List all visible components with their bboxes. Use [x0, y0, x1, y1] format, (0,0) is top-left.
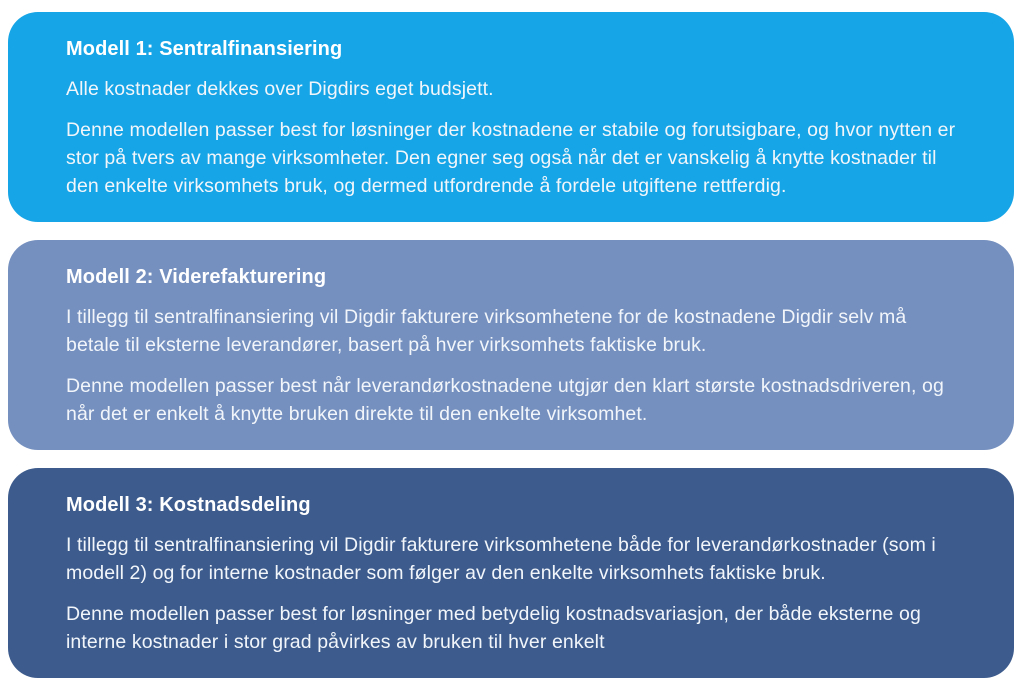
- card-modell-3: [8, 468, 1014, 678]
- card-modell-2-paragraph-1: I tillegg til sentralfinansiering vil Digdir fakturere virksomhetene for de kostnadene Digdir selv må betale til eksterne leverandører, basert på hver virksomhets faktiske bruk.: [66, 306, 907, 356]
- card-modell-1-title: Modell 1: Sentralfinansiering: [66, 38, 343, 60]
- card-modell-2-title: Modell 2: Viderefakturering: [66, 266, 327, 288]
- card-modell-1-paragraph-1: Alle kostnader dekkes over Digdirs eget budsjett.: [66, 78, 494, 100]
- card-modell-2: [8, 240, 1014, 450]
- card-modell-3-paragraph-2: Denne modellen passer best for løsninger med betydelig kostnadsvariasjon, der både eksterne og interne kostnader i stor grad påvirkes av bruken til hver enkelt: [66, 603, 921, 653]
- card-modell-1: [8, 12, 1014, 222]
- card-modell-1-paragraph-2: Denne modellen passer best for løsninger der kostnadene er stabile og forutsigbare, og hvor nytten er stor på tvers av mange virksomheter. Den egner seg også når det er vanskelig å knytte kostnader til den enkelte virksomhets bruk, og dermed utfordrende å fordele utgiftene rettferdig.: [66, 119, 956, 197]
- card-modell-2-paragraph-2: Denne modellen passer best når leverandørkostnadene utgjør den klart største kostnadsdriveren, og når det er enkelt å knytte bruken direkte til den enkelte virksomhet.: [66, 375, 944, 425]
- card-modell-3-title: Modell 3: Kostnadsdeling: [66, 494, 311, 516]
- card-modell-3-paragraph-1: I tillegg til sentralfinansiering vil Digdir fakturere virksomhetene både for leverandørkostnader (som i modell 2) og for interne kostnader som følger av den enkelte virksomhets faktiske bruk.: [66, 534, 936, 584]
